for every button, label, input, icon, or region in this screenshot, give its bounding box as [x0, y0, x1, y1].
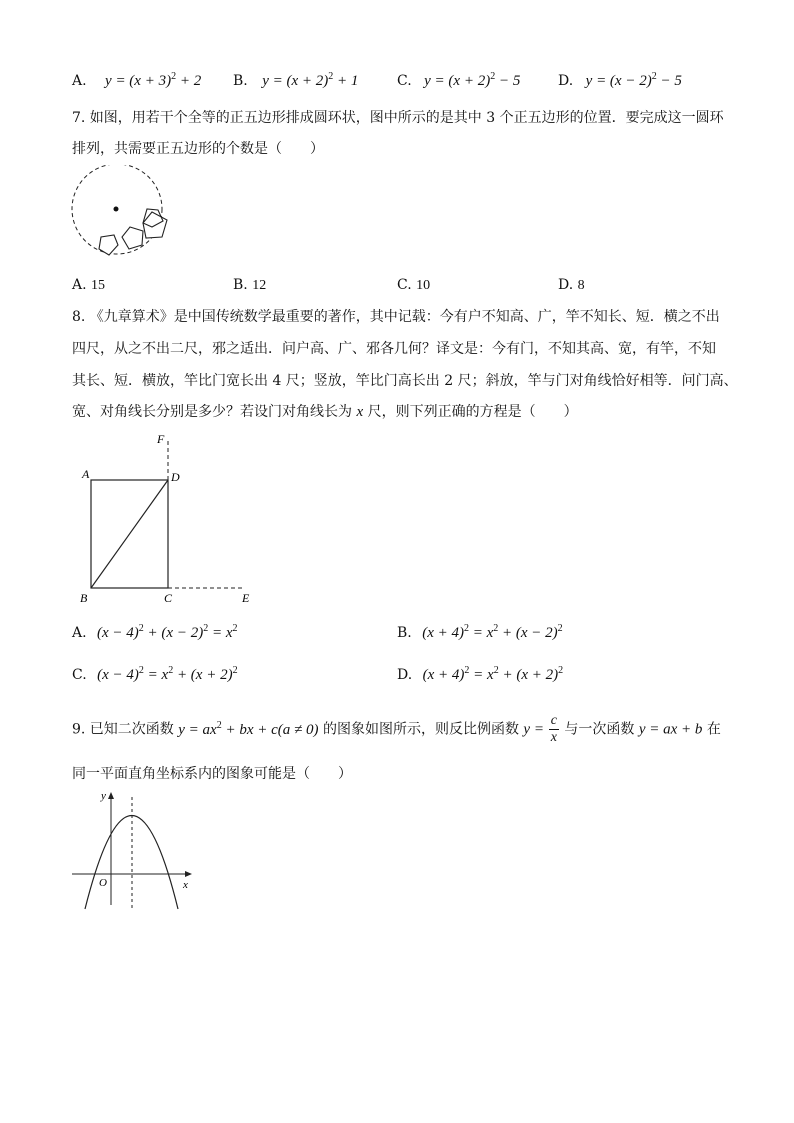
q9-stem-line2: 同一平面直角坐标系内的图象可能是（ ） [72, 766, 352, 782]
fraction-c-over-x: $\frac{c}{x}$ [550, 713, 557, 745]
label-f: F [157, 432, 165, 446]
q7-pentagon-ring-figure [65, 165, 180, 265]
q7-option-c[interactable]: C. 10 [397, 277, 431, 293]
label-e: E [242, 591, 250, 605]
option-letter: C. [397, 73, 412, 89]
pentagon-1 [99, 235, 118, 255]
q6-option-d[interactable]: D. $y = (x - 2)^2 - 5$ [558, 71, 682, 89]
q7-option-b[interactable]: B. 12 [233, 277, 267, 293]
diagonal-bd [91, 480, 168, 588]
option-letter: A. [72, 73, 87, 89]
q8-option-c[interactable]: C. $(x - 4)^2 = x^2 + (x + 2)^2$ [72, 665, 238, 683]
label-c: C [164, 591, 173, 605]
label-y: y [101, 790, 106, 802]
q6-option-c[interactable]: C. $y = (x + 2)^2 - 5$ [397, 71, 521, 89]
x-axis-arrow [185, 871, 192, 877]
q8-option-d[interactable]: D. $(x + 4)^2 = x^2 + (x + 2)^2$ [397, 665, 564, 683]
q8-option-b[interactable]: B. $(x + 4)^2 = x^2 + (x - 2)^2$ [397, 623, 563, 641]
q8-stem-line3: 其长、短．横放，竿比门宽长出 4 尺；竖放，竿比门高长出 2 尺；斜放，竿与门对角线恰好相等．问门高、 [72, 373, 738, 389]
q9-stem-line1: 9. 已知二次函数 $y = ax^2$ + bx + c(a ≠ 0) 的图象如图所示，则反比例函数 y = $\frac{c}{x}$ 与一次函数 y = ax + b 在 [72, 713, 721, 745]
q7-stem-line1: 7. 如图，用若干个全等的正五边形排成圆环状，图中所示的是其中 3 个正五边形的位置．要完成这一圆环 [72, 110, 724, 126]
center-dot [114, 207, 119, 212]
label-b: B [80, 591, 88, 605]
q6-option-a[interactable]: A. $y = (x + 3)^2 + 2$ [72, 71, 202, 89]
q7-stem-line2: 排列，共需要正五边形的个数是（ ） [72, 141, 324, 157]
q9-parabola-graph [70, 787, 200, 912]
label-x: x [183, 879, 188, 891]
label-d: D [171, 470, 180, 484]
q8-stem-line1: 8. 《九章算术》是中国传统数学最重要的著作，其中记载：今有户不知高、广，竿不知长、短．横之不出 [72, 309, 720, 325]
q7-option-d[interactable]: D. 8 [558, 277, 585, 293]
q8-stem-line2: 四尺，从之不出二尺，邪之适出．问户高、广、邪各几何？译文是：今有门，不知其高、宽，有竿，不知 [72, 341, 716, 357]
q8-option-a[interactable]: A. $(x - 4)^2 + (x - 2)^2 = x^2$ [72, 623, 238, 641]
pentagon-2 [122, 227, 143, 249]
label-a: A [82, 467, 90, 481]
option-letter: B. [233, 73, 248, 89]
label-origin: O [99, 877, 107, 889]
option-letter: D. [558, 73, 574, 89]
q7-option-a[interactable]: A. 15 [72, 277, 106, 293]
q8-stem-line4: 宽、对角线长分别是多少？若设门对角线长为 x 尺，则下列正确的方程是（ ） [72, 404, 578, 420]
q6-option-b[interactable]: B. $y = (x + 2)^2 + 1$ [233, 71, 359, 89]
q8-door-figure [75, 430, 265, 608]
y-axis-arrow [108, 792, 114, 799]
